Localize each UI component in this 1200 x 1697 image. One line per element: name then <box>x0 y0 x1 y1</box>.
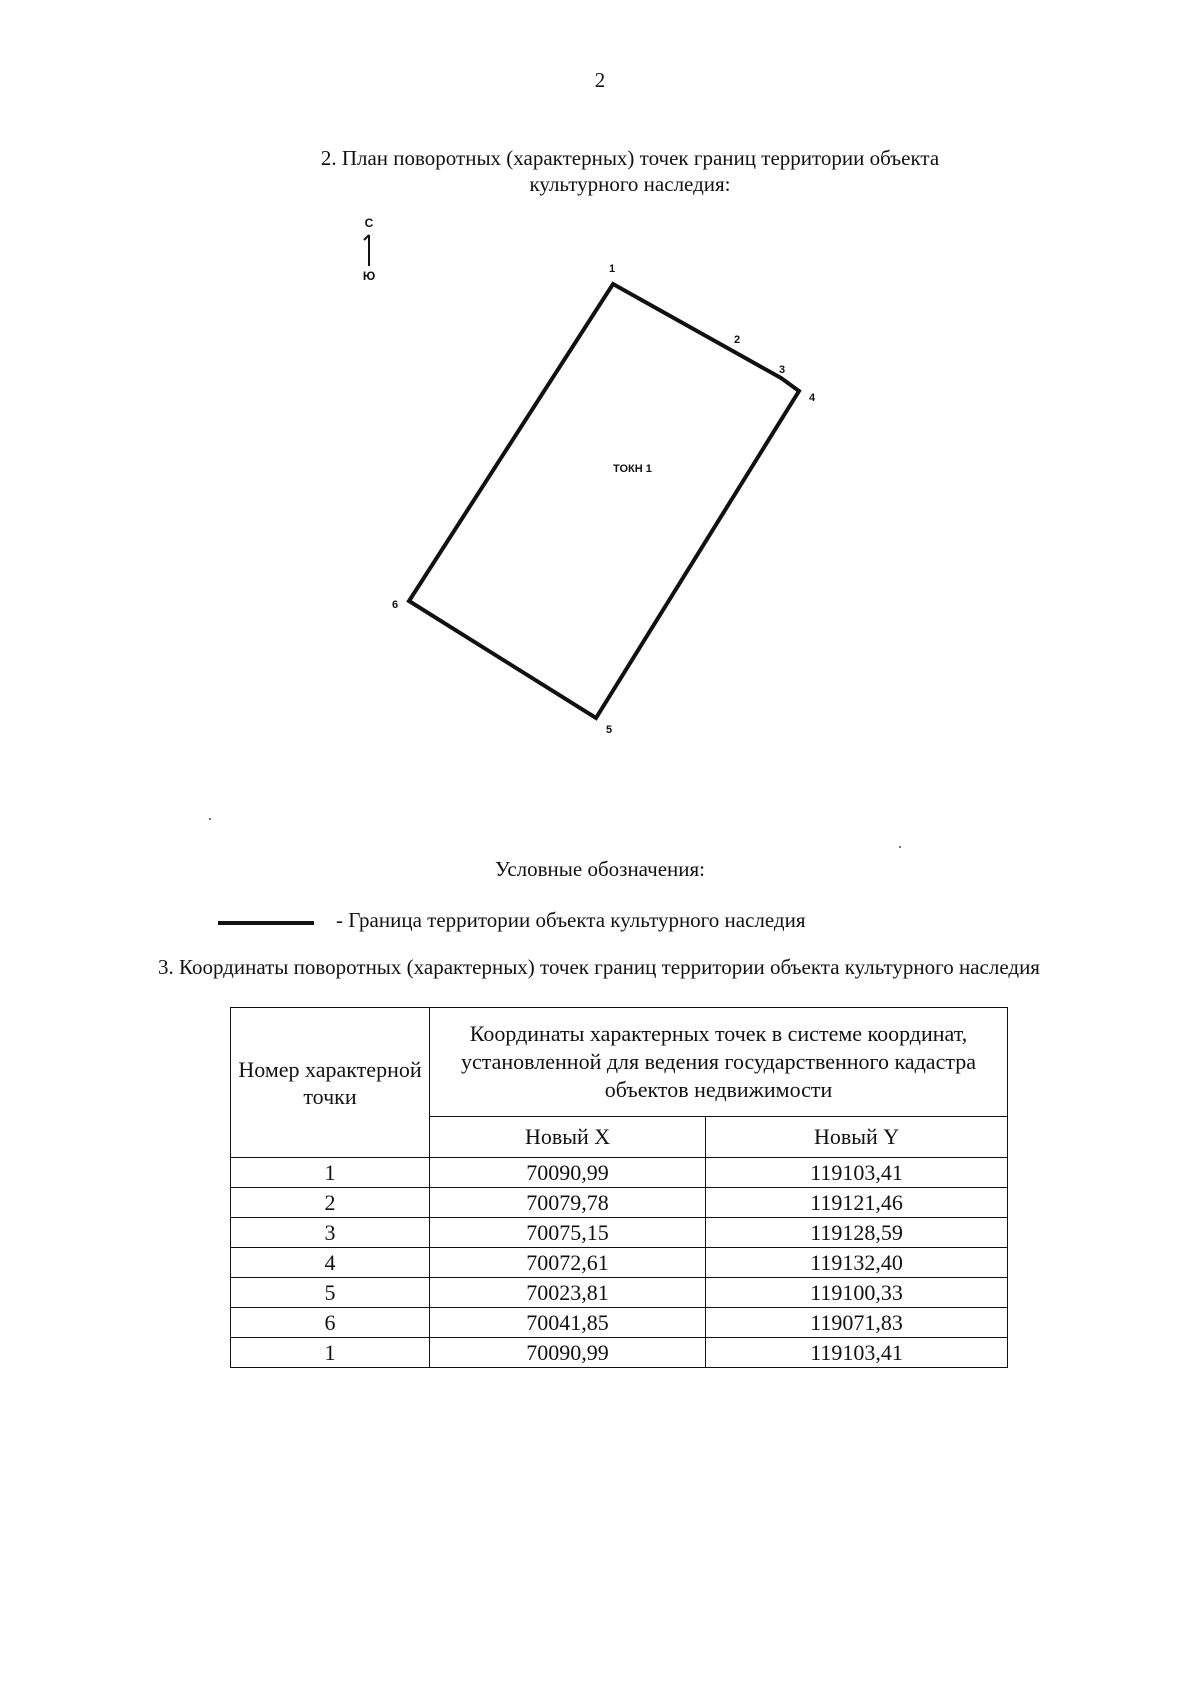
legend-boundary-text: - Граница территории объекта культурного наследия <box>336 908 806 932</box>
section-2-title-line-2: культурного наследия: <box>529 172 731 196</box>
cell-y: 119128,59 <box>706 1218 1008 1248</box>
cell-y: 119132,40 <box>706 1248 1008 1278</box>
table-row <box>231 1188 1008 1218</box>
cell-point: 5 <box>231 1278 430 1308</box>
cell-point: 1 <box>231 1158 430 1188</box>
table-row <box>231 1338 1008 1368</box>
point-label-6: 6 <box>392 599 399 611</box>
boundary-polygon <box>409 284 799 718</box>
cell-x: 70041,85 <box>430 1308 706 1338</box>
cell-point: 6 <box>231 1308 430 1338</box>
coordinates-table <box>230 1007 1008 1368</box>
cell-y: 119103,41 <box>706 1338 1008 1368</box>
cell-x: 70023,81 <box>430 1278 706 1308</box>
cell-x: 70090,99 <box>430 1158 706 1188</box>
point-label-5: 5 <box>606 724 613 736</box>
compass-south-label: Ю <box>362 269 376 283</box>
zone-label: ТОКН 1 <box>613 463 652 475</box>
cell-y: 119103,41 <box>706 1158 1008 1188</box>
cell-y: 119071,83 <box>706 1308 1008 1338</box>
point-label-4: 4 <box>809 392 816 404</box>
point-label-3: 3 <box>779 364 786 376</box>
cell-x: 70075,15 <box>430 1218 706 1248</box>
table-row <box>231 1218 1008 1248</box>
scan-speck <box>209 818 211 820</box>
table-row <box>231 1308 1008 1338</box>
scan-speck <box>899 846 901 848</box>
compass-north-label: С <box>364 216 374 230</box>
table-row <box>231 1248 1008 1278</box>
cell-point: 2 <box>231 1188 430 1218</box>
point-label-2: 2 <box>734 334 741 346</box>
legend-boundary-line <box>218 921 314 925</box>
cell-point: 4 <box>231 1248 430 1278</box>
cell-y: 119121,46 <box>706 1188 1008 1218</box>
cell-x: 70090,99 <box>430 1338 706 1368</box>
cell-point: 3 <box>231 1218 430 1248</box>
header-y: Новый Y <box>706 1117 1008 1158</box>
section-2-title-line-1: 2. План поворотных (характерных) точек границ территории объекта <box>320 146 940 170</box>
header-x: Новый X <box>430 1117 706 1158</box>
header-coordinate-system: Координаты характерных точек в системе координат, установленной для ведения государственного кадастра объектов недвижимости <box>430 1008 1008 1117</box>
header-point-number: Номер характерной точки <box>231 1008 430 1158</box>
table-row <box>231 1278 1008 1308</box>
compass-icon <box>363 216 375 283</box>
legend-title: Условные обозначения: <box>494 857 706 881</box>
table-row <box>231 1158 1008 1188</box>
cell-y: 119100,33 <box>706 1278 1008 1308</box>
point-label-1: 1 <box>609 263 616 275</box>
cell-x: 70079,78 <box>430 1188 706 1218</box>
cell-point: 1 <box>231 1338 430 1368</box>
cell-x: 70072,61 <box>430 1248 706 1278</box>
page-number: 2 <box>594 68 606 92</box>
boundary-plan <box>0 200 1200 760</box>
section-3-title: 3. Координаты поворотных (характерных) точек границ территории объекта культурного наследия <box>158 955 1040 979</box>
section-2-title <box>240 145 1020 197</box>
